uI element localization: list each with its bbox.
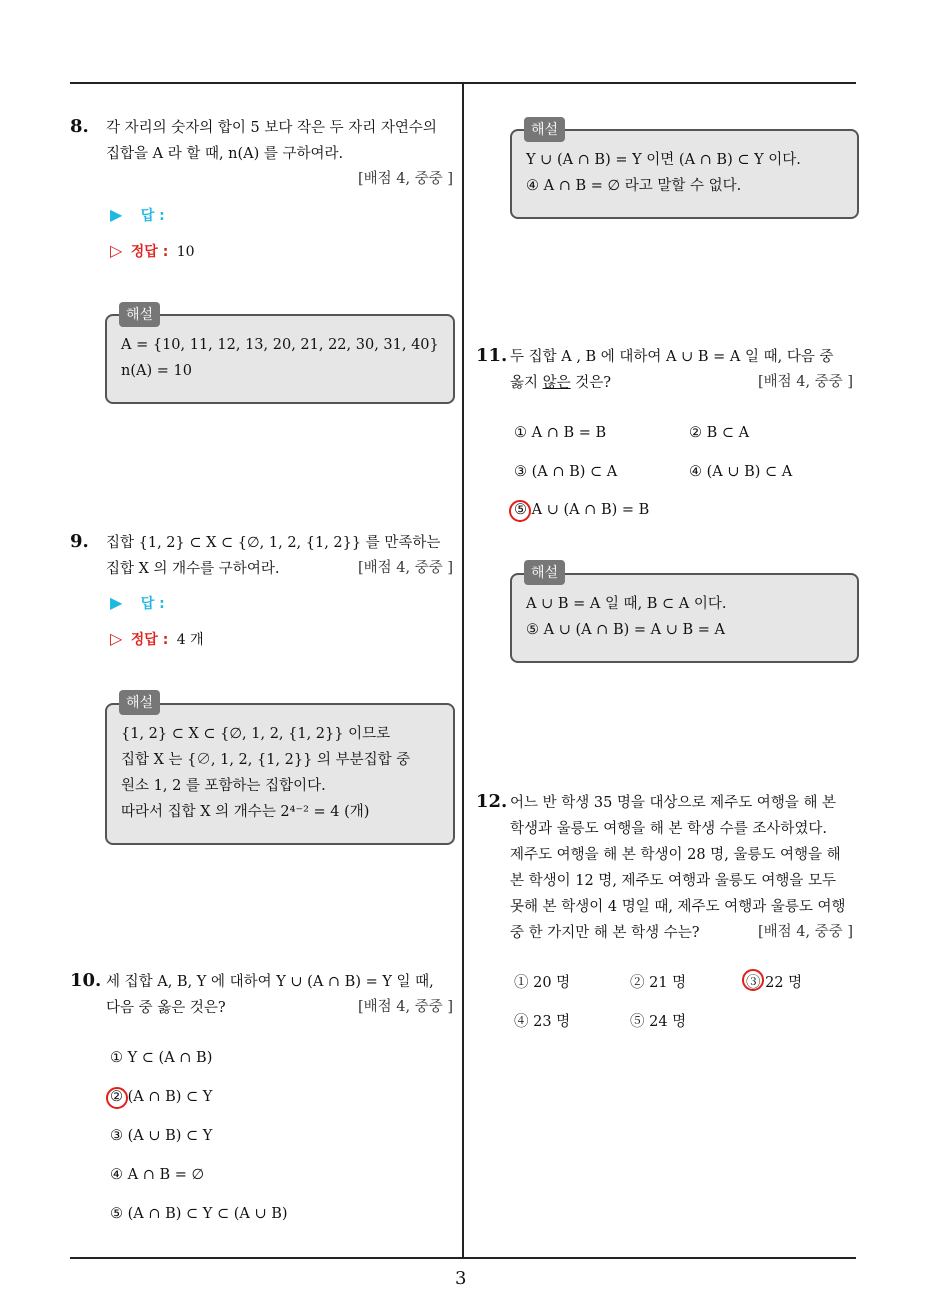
q8-correct-value: 10 bbox=[176, 244, 195, 260]
q11-choice-4[interactable]: ④ (A ∪ B) ⊂ A bbox=[689, 464, 793, 480]
q8-explanation-box bbox=[105, 314, 455, 404]
q10-explanation-box bbox=[510, 129, 859, 219]
q11-explanation-tag: 해설 bbox=[524, 560, 565, 585]
q10-exp-line1: Y ∪ (A ∩ B) = Y 이면 (A ∩ B) ⊂ Y 이다. bbox=[526, 152, 801, 168]
q9-answer-row bbox=[110, 593, 165, 613]
q9-answer-label: 답 : bbox=[140, 596, 165, 612]
q12-choice-4[interactable]: ④ 23 명 bbox=[514, 1014, 571, 1030]
q9-text-line1: 집합 {1, 2} ⊂ X ⊂ {∅, 1, 2, {1, 2}} 를 만족하는 bbox=[106, 535, 441, 551]
q12-text-line5: 못해 본 학생이 4 명일 때, 제주도 여행과 울릉도 여행 bbox=[510, 899, 846, 915]
filled-triangle-icon: ▶ bbox=[110, 593, 123, 612]
q11-line2-underlined: 않은 bbox=[542, 375, 571, 391]
q11-choice-3[interactable]: ③ (A ∩ B) ⊂ A bbox=[514, 464, 618, 480]
q10-choice-5[interactable]: ⑤ (A ∩ B) ⊂ Y ⊂ (A ∪ B) bbox=[110, 1206, 288, 1222]
q11-choice-2[interactable]: ② B ⊂ A bbox=[689, 425, 750, 441]
q10-text-line2: 다음 중 옳은 것은? bbox=[106, 1000, 226, 1016]
q8-number: 8. bbox=[70, 116, 89, 137]
q8-correct-label: 정답 : bbox=[130, 244, 169, 260]
q12-text-line1: 어느 반 학생 35 명을 대상으로 제주도 여행을 해 본 bbox=[510, 795, 837, 811]
q9-meta: [배점 4, 중중 ] bbox=[357, 560, 453, 576]
q12-choice-1[interactable]: ① 20 명 bbox=[514, 975, 571, 991]
q11-number: 11. bbox=[476, 345, 508, 366]
q11-exp-line2: ⑤ A ∪ (A ∩ B) = A ∪ B = A bbox=[526, 622, 725, 638]
q10-explanation-tag: 해설 bbox=[524, 117, 565, 142]
q8-exp-line2: n(A) = 10 bbox=[121, 363, 192, 379]
q8-exp-line1: A = {10, 11, 12, 13, 20, 21, 22, 30, 31, 40} bbox=[121, 337, 439, 353]
q10-choice-2[interactable]: ② (A ∩ B) ⊂ Y bbox=[110, 1089, 213, 1105]
q9-correct-label: 정답 : bbox=[130, 632, 169, 648]
q12-choice-2[interactable]: ② 21 명 bbox=[630, 975, 687, 991]
q12-choice-5[interactable]: ⑤ 24 명 bbox=[630, 1014, 687, 1030]
q10-choice-1[interactable]: ① Y ⊂ (A ∩ B) bbox=[110, 1050, 213, 1066]
q11-choice-1[interactable]: ① A ∩ B = B bbox=[514, 425, 607, 441]
q8-answer-row bbox=[110, 205, 165, 225]
q9-number: 9. bbox=[70, 531, 89, 552]
q12-meta: [배점 4, 중중 ] bbox=[757, 924, 853, 940]
q10-choice-3[interactable]: ③ (A ∪ B) ⊂ Y bbox=[110, 1128, 213, 1144]
q12-text-line2: 학생과 울릉도 여행을 해 본 학생 수를 조사하였다. bbox=[510, 821, 828, 837]
q10-exp-line2: ④ A ∩ B = ∅ 라고 말할 수 없다. bbox=[526, 178, 742, 194]
outline-triangle-icon: ▷ bbox=[110, 241, 123, 260]
q9-correct-value: 4 개 bbox=[176, 632, 204, 648]
q9-exp-line3: 원소 1, 2 를 포함하는 집합이다. bbox=[121, 778, 326, 794]
q9-explanation-tag: 해설 bbox=[119, 690, 160, 715]
q9-text-line2: 집합 X 의 개수를 구하여라. bbox=[106, 561, 280, 577]
q11-meta: [배점 4, 중중 ] bbox=[757, 374, 853, 390]
q8-text-line2: 집합을 A 라 할 때, n(A) 를 구하여라. bbox=[106, 146, 344, 162]
q11-text-line2 bbox=[510, 370, 611, 396]
q8-correct-row bbox=[110, 241, 195, 261]
q10-choice-4[interactable]: ④ A ∩ B = ∅ bbox=[110, 1167, 205, 1183]
q12-choice-3[interactable]: ③ 22 명 bbox=[746, 975, 803, 991]
q11-explanation-box bbox=[510, 573, 859, 663]
q12-number: 12. bbox=[476, 791, 508, 812]
q11-line2-pre: 옳지 bbox=[510, 375, 543, 391]
q12-text-line6: 중 한 가지만 해 본 학생 수는? bbox=[510, 925, 700, 941]
q8-answer-label: 답 : bbox=[140, 208, 165, 224]
q8-meta: [배점 4, 중중 ] bbox=[357, 171, 453, 187]
q9-exp-line4: 따라서 집합 X 의 개수는 2⁴⁻² = 4 (개) bbox=[121, 804, 370, 820]
q9-explanation-box bbox=[105, 703, 455, 845]
q9-exp-line1: {1, 2} ⊂ X ⊂ {∅, 1, 2, {1, 2}} 이므로 bbox=[121, 726, 391, 742]
q9-correct-row bbox=[110, 629, 204, 649]
q11-line2-post: 것은? bbox=[570, 375, 612, 391]
q11-choice-5[interactable]: ⑤ A ∪ (A ∩ B) = B bbox=[514, 502, 650, 518]
filled-triangle-icon: ▶ bbox=[110, 205, 123, 224]
q8-text-line1: 각 자리의 숫자의 합이 5 보다 작은 두 자리 자연수의 bbox=[106, 120, 437, 136]
q8-explanation-tag: 해설 bbox=[119, 302, 160, 327]
q10-meta: [배점 4, 중중 ] bbox=[357, 999, 453, 1015]
q11-text-line1: 두 집합 A , B 에 대하여 A ∪ B = A 일 때, 다음 중 bbox=[510, 349, 834, 365]
q10-text-line1: 세 집합 A, B, Y 에 대하여 Y ∪ (A ∩ B) = Y 일 때, bbox=[106, 974, 434, 990]
q9-exp-line2: 집합 X 는 {∅, 1, 2, {1, 2}} 의 부분집합 중 bbox=[121, 752, 411, 768]
page-number: 3 bbox=[455, 1268, 467, 1289]
column-divider bbox=[462, 82, 464, 1258]
q10-number: 10. bbox=[70, 970, 102, 991]
outline-triangle-icon: ▷ bbox=[110, 629, 123, 648]
q11-exp-line1: A ∪ B = A 일 때, B ⊂ A 이다. bbox=[526, 596, 727, 612]
q12-text-line4: 본 학생이 12 명, 제주도 여행과 울릉도 여행을 모두 bbox=[510, 873, 837, 889]
q12-text-line3: 제주도 여행을 해 본 학생이 28 명, 울릉도 여행을 해 bbox=[510, 847, 841, 863]
